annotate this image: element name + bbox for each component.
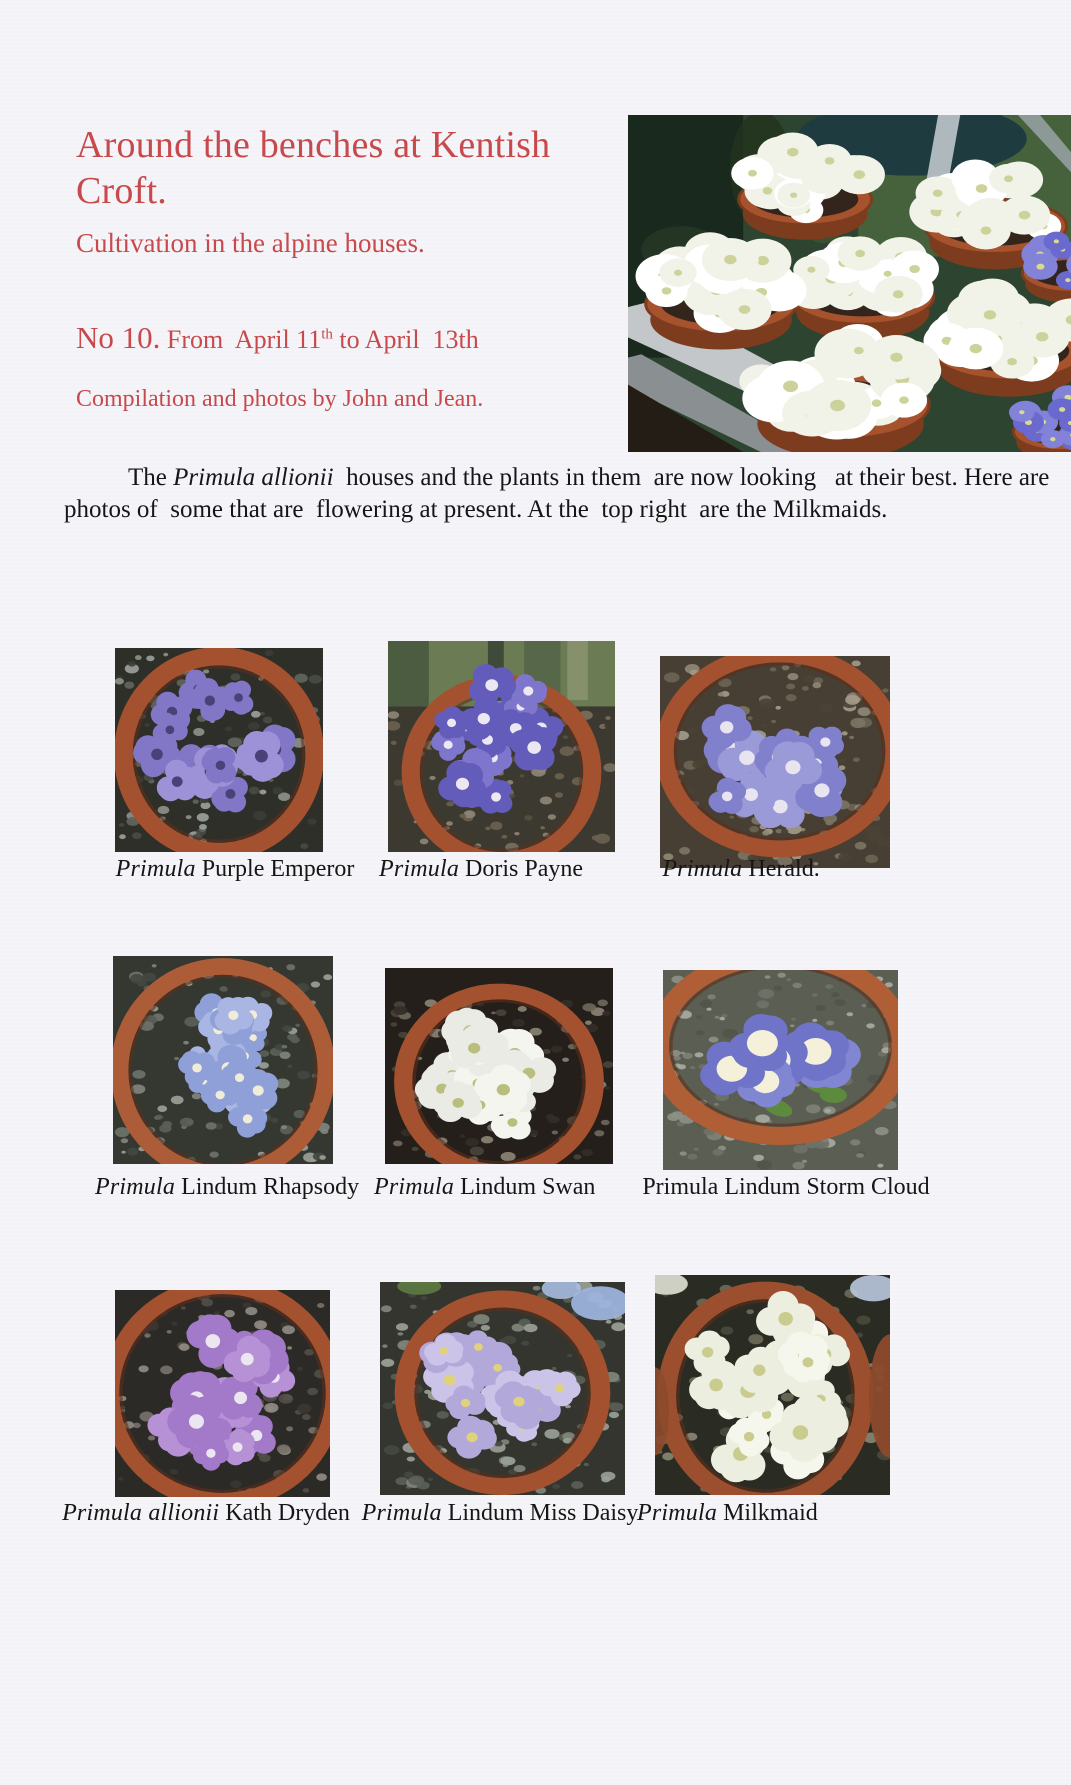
milkmaids-bench-photo: [628, 115, 1071, 452]
page-title: [76, 122, 576, 215]
caption-milkmaid: [637, 1500, 817, 1527]
caption-doris-payne: [376, 856, 586, 883]
photo-lindum-swan: [385, 968, 613, 1164]
caption-allionii-kath-dryden: [61, 1500, 351, 1527]
caption-genus: Primula: [662, 856, 743, 882]
caption-cultivar: Lindum Miss Daisy: [441, 1500, 639, 1526]
caption-genus: Primula: [95, 1174, 176, 1200]
photo-lindum-miss-daisy: [380, 1282, 625, 1495]
caption-lindum-miss-daisy: [360, 1500, 640, 1527]
caption-cultivar: Milkmaid: [717, 1500, 818, 1526]
title-line-2: Croft.: [76, 170, 167, 213]
subtitle: Cultivation in the alpine houses.: [76, 228, 425, 258]
species-name-italic: Primula allionii: [173, 464, 334, 491]
caption-cultivar: Lindum Swan: [454, 1174, 596, 1200]
caption-herald: [651, 856, 831, 883]
photo-allionii-kath-dryden: [115, 1290, 330, 1497]
title-line-1: Around the benches at Kentish: [76, 124, 551, 166]
issue-number: No 10.: [76, 320, 161, 355]
photo-doris-payne: [388, 641, 615, 852]
caption-cultivar: Purple Emperor: [195, 856, 355, 882]
caption-lindum-rhapsody: [95, 1174, 360, 1201]
caption-cultivar: Primula Lindum Storm Cloud: [642, 1174, 930, 1200]
photo-purple-emperor: [115, 648, 323, 852]
issue-line: [76, 320, 479, 356]
intro-paragraph: [64, 462, 1071, 525]
photo-milkmaid: [655, 1275, 890, 1495]
intro-line1-rest: houses and the plants in them are now looking at their best. Here are: [333, 464, 1050, 491]
intro-prefix: The: [128, 464, 174, 491]
photo-lindum-rhapsody: [113, 956, 333, 1164]
caption-lindum-swan: [374, 1174, 594, 1201]
caption-purple-emperor: [100, 856, 370, 883]
photo-herald: [660, 656, 890, 868]
intro-line2: photos of some that are flowering at present. At the top right are the Milkmaids.: [64, 495, 888, 523]
ordinal-superscript: th: [321, 326, 333, 343]
caption-genus: Primula: [378, 856, 460, 882]
photo-lindum-storm-cloud: [663, 970, 898, 1170]
caption-genus: Primula: [115, 856, 196, 882]
caption-cultivar: Lindum Rhapsody: [175, 1174, 360, 1200]
caption-genus: Primula: [637, 1500, 718, 1526]
caption-cultivar: Kath Dryden: [219, 1500, 350, 1526]
caption-genus: Primula allionii: [62, 1500, 220, 1526]
caption-genus: Primula: [374, 1174, 455, 1200]
issue-date-prefix: From April 11: [160, 325, 322, 354]
caption-lindum-storm-cloud: [641, 1174, 931, 1201]
caption-cultivar: Doris Payne: [459, 856, 584, 882]
caption-genus: Primula: [361, 1500, 442, 1526]
credit-line: Compilation and photos by John and Jean.: [76, 386, 484, 412]
issue-date-suffix: to April 13th: [332, 325, 479, 354]
caption-cultivar: Herald.: [742, 856, 820, 882]
